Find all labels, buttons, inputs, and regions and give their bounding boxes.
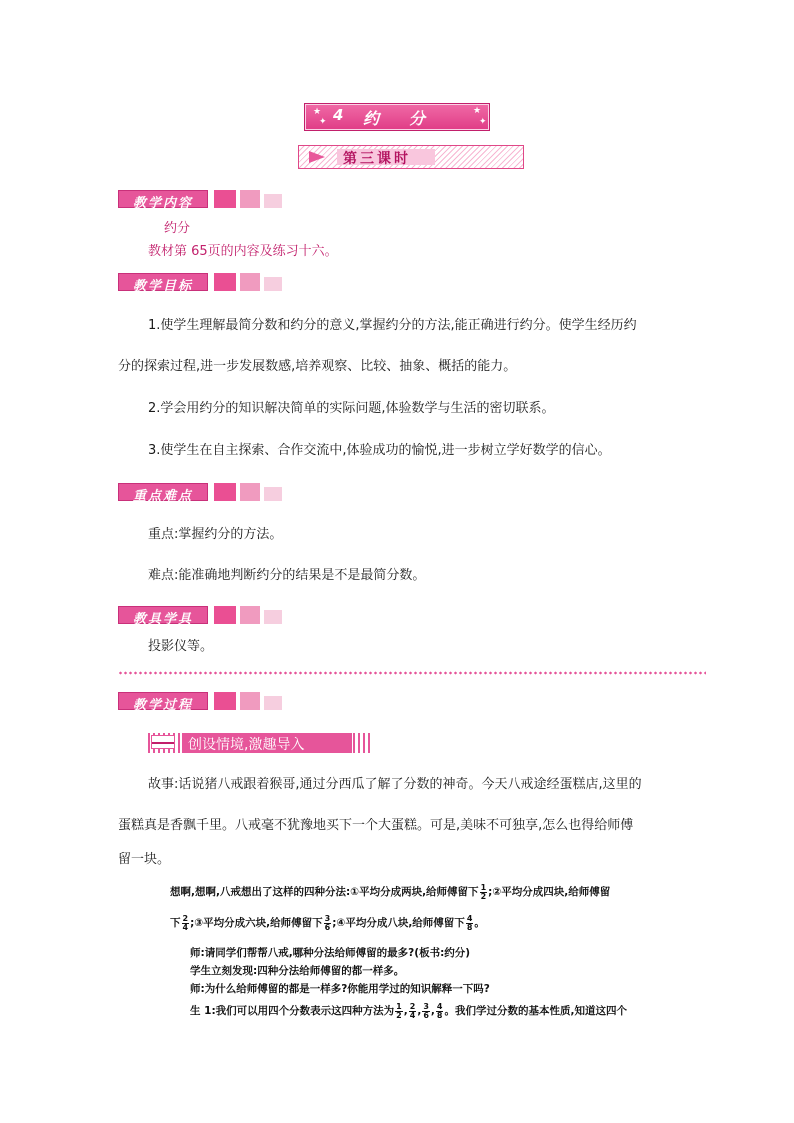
content-material: 教材第 65页的内容及练习十六。 (148, 244, 338, 259)
decor-square (214, 483, 236, 501)
section-title: 重点难点 (132, 489, 193, 504)
lesson-number: 4 (333, 106, 344, 124)
decor-square (214, 606, 236, 624)
decor-square (240, 483, 260, 501)
story-line-3: 留一块。 (118, 852, 171, 867)
excerpt-line-2: 下 $\frac{2}{4}$ ;③平均分成六块,给师傅留下 $\frac{3}{6}$ ;④平均分成八块,给师傅留下 $\frac{4}{8}$ 。 (170, 913, 485, 932)
fraction: $\frac{4}{8}$ (466, 913, 473, 932)
section-title: 教学内容 (132, 196, 193, 211)
class-period-banner (298, 145, 524, 169)
arrow-icon (309, 151, 325, 163)
excerpt-line-6: 生 1:我们可以用四个分数表示这四种方法为 $\frac{1}{2}$ , $\frac{2}{4}$ , $\frac{3}{6}$ , $\frac{4}{8}$ 。我们学过分数的基本性质,知道这四个 (190, 1001, 627, 1020)
goal-1-line-2: 分的探索过程,进一步发展数感,培养观察、比较、抽象、概括的能力。 (118, 359, 517, 374)
decor-square (264, 696, 282, 710)
fraction: $\frac{2}{4}$ (182, 913, 189, 932)
step-1-number (151, 735, 175, 749)
excerpt-line-1: 想啊,想啊,八戒想出了这样的四种分法:①平均分成两块,给师傅留下 $\frac{1}{2}$ ;②平均分成四块,给师傅留 (170, 882, 611, 901)
step-1-header (148, 733, 370, 753)
fraction: $\frac{4}{8}$ (436, 1001, 443, 1020)
fraction: $\frac{1}{2}$ (396, 1001, 402, 1020)
decor-square (240, 190, 260, 208)
step-1-title: 创设情境,激趣导入 (188, 737, 305, 753)
goal-2: 2.学会用约分的知识解决简单的实际问题,体验数学与生活的密切联系。 (148, 401, 555, 416)
decor-square (214, 692, 236, 710)
decor-square (264, 610, 282, 624)
lesson-title-banner (304, 103, 490, 131)
section-header-key-points (118, 483, 288, 504)
key-point-difficulty: 难点:能准确地判断约分的结果是不是最简分数。 (148, 568, 426, 583)
fraction: $\frac{3}{6}$ (423, 1001, 429, 1020)
excerpt-line-3: 师:请同学们帮帮八戒,哪种分法给师傅留的最多?(板书:约分) (190, 947, 471, 959)
lesson-title: 约分 (363, 109, 456, 128)
section-header-process (118, 692, 288, 713)
decor-square (264, 487, 282, 501)
key-point-focus: 重点:掌握约分的方法。 (148, 527, 283, 542)
star-icon: ★ (313, 107, 322, 117)
goal-3: 3.使学生在自主探索、合作交流中,体验成功的愉悦,进一步树立学好数学的信心。 (148, 443, 611, 458)
fraction: $\frac{1}{2}$ (480, 882, 487, 901)
decor-square (240, 273, 260, 291)
dotted-divider (118, 670, 706, 676)
star-icon: ★ (473, 106, 482, 116)
decor-square (264, 194, 282, 208)
section-header-tools (118, 606, 288, 627)
section-title: 教学过程 (132, 698, 193, 713)
decor-square (214, 190, 236, 208)
tools-text: 投影仪等。 (148, 639, 214, 654)
class-period-label: 第三课时 (343, 151, 411, 167)
section-title: 教学目标 (132, 279, 193, 294)
decor-square (264, 277, 282, 291)
section-header-content (118, 190, 288, 211)
decor-square (240, 692, 260, 710)
star-icon: ✦ (479, 117, 487, 127)
fraction: $\frac{3}{6}$ (324, 913, 331, 932)
story-line-1: 故事:话说猪八戒跟着猴哥,通过分西瓜了解了分数的神奇。今天八戒途经蛋糕店,这里的 (148, 777, 642, 792)
goal-1-line-1: 1.使学生理解最简分数和约分的意义,掌握约分的方法,能正确进行约分。使学生经历约 (148, 318, 637, 333)
decor-square (240, 606, 260, 624)
excerpt-line-5: 师:为什么给师傅留的都是一样多?你能用学过的知识解释一下吗? (190, 983, 490, 995)
decor-square (214, 273, 236, 291)
content-topic: 约分 (164, 221, 191, 236)
fraction: $\frac{2}{4}$ (409, 1001, 416, 1020)
section-title: 教具学具 (132, 612, 193, 627)
section-header-goals (118, 273, 288, 294)
story-line-2: 蛋糕真是香飘千里。八戒毫不犹豫地买下一个大蛋糕。可是,美味不可独享,怎么也得给师傅 (118, 818, 634, 833)
star-icon: ✦ (319, 117, 327, 127)
excerpt-line-4: 学生立刻发现:四种分法给师傅留的都一样多。 (190, 965, 405, 977)
